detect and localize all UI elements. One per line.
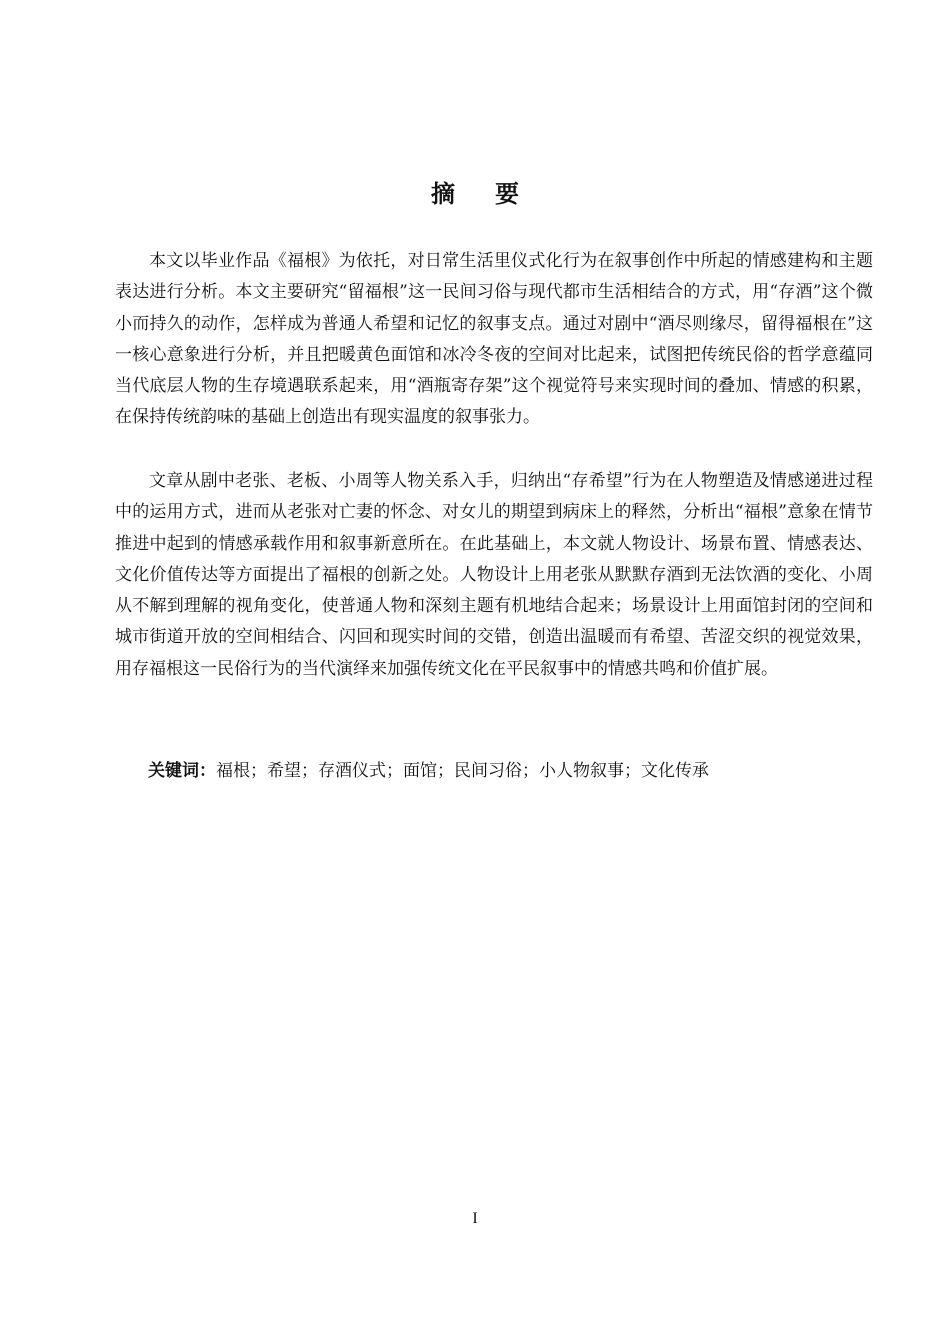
keywords-label: 关键词：: [148, 761, 216, 781]
abstract-paragraph: 文章从剧中老张、老板、小周等人物关系入手，归纳出“存希望”行为在人物塑造及情感递进过程中的运用方式，进而从老张对亡妻的怀念、对女儿的期望到病床上的释然，分析出“福根”意象在情节推进中起到的情感承载作用和叙事新意所在。在此基础上，本文就人物设计、场景布置、情感表达、文化价值传达等方面提出了福根的创新之处。人物设计上用老张从默默存酒到无法饮酒的变化、小周从不解到理解的视角变化，使普通人物和深刻主题有机地结合起来；场景设计上用面馆封闭的空间和城市街道开放的空间相结合、闪回和现实时间的交错，创造出温暖而有希望、苦涩交织的视觉效果，用存福根这一民俗行为的当代演绎来加强传统文化在平民叙事中的情感共鸣和价值扩展。: [115, 471, 873, 679]
abstract-title: 摘要: [431, 180, 559, 208]
abstract-paragraph-2-block: [115, 466, 873, 685]
abstract-paragraph-1-block: [115, 246, 873, 434]
page-number: I: [472, 1210, 478, 1227]
keywords-text: 福根；希望；存酒仪式；面馆；民间习俗；小人物叙事；文化传承: [216, 761, 709, 781]
keywords-line: [148, 756, 709, 787]
abstract-paragraph: 本文以毕业作品《福根》为依托，对日常生活里仪式化行为在叙事创作中所起的情感建构和主题表达进行分析。本文主要研究“留福根”这一民间习俗与现代都市生活相结合的方式，用“存酒”这个微小而持久的动作，怎样成为普通人希望和记忆的叙事支点。通过对剧中“酒尽则缘尽，留得福根在”这一核心意象进行分析，并且把暖黄色面馆和冰冷冬夜的空间对比起来，试图把传统民俗的哲学意蕴同当代底层人物的生存境遇联系起来，用“酒瓶寄存架”这个视觉符号来实现时间的叠加、情感的积累，在保持传统韵味的基础上创造出有现实温度的叙事张力。: [115, 251, 873, 428]
